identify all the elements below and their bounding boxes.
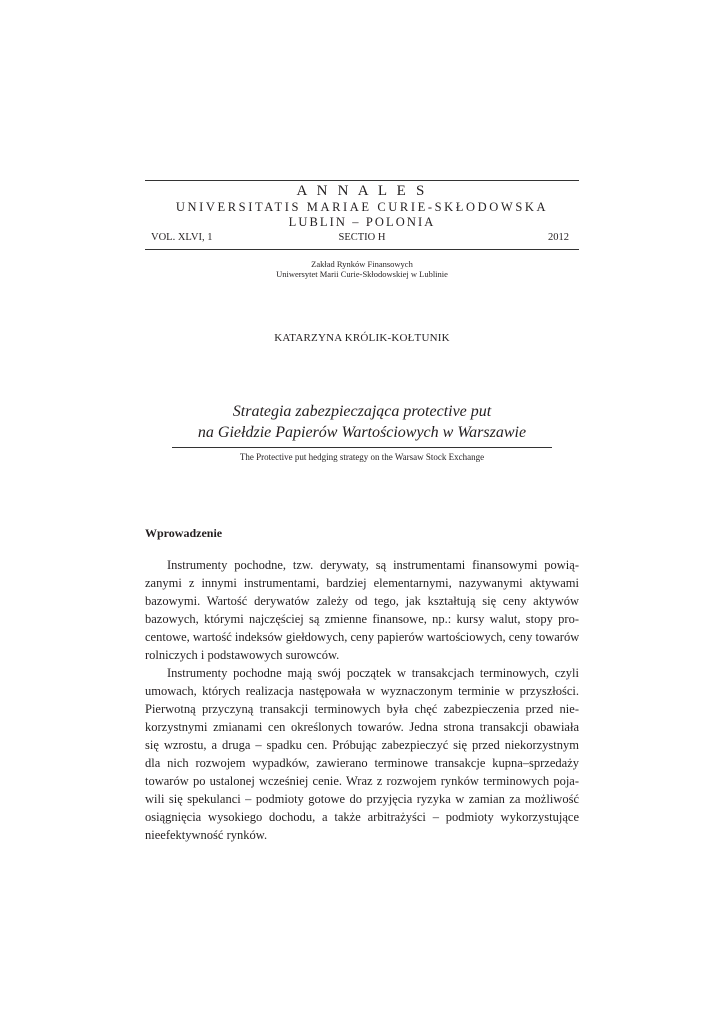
volume-label: VOL. XLVI, 1	[151, 232, 213, 243]
paragraph-line: umowach, których realizacja następowała w wyznaczonym terminie w przyszłości.	[145, 684, 579, 698]
paragraph-line: osiągnięcia wysokiego dochodu, a także arbitrażyści – podmioty wykorzystujące	[145, 810, 579, 824]
article-title-line-1: Strategia zabezpieczająca protective put	[232, 403, 492, 420]
body-text	[145, 556, 579, 844]
english-title: The Protective put hedging strategy on the Warsaw Stock Exchange	[239, 452, 485, 462]
header-bottom-rule	[145, 249, 579, 250]
paragraph-line: nieefektywność rynków.	[145, 828, 268, 842]
author-name: KATARZYNA KRÓLIK-KOŁTUNIK	[274, 332, 450, 344]
section-heading: Wprowadzenie	[145, 526, 223, 540]
section-label: SECTIO H	[338, 232, 386, 243]
paragraph-line: centowe, wartość indeksów giełdowych, ceny papierów wartościowych, ceny towarów	[145, 630, 579, 644]
city-name: LUBLIN – POLONIA	[288, 215, 436, 229]
paragraph-line: zanymi z innymi instrumentami, bardziej elementarnymi, nazywanymi aktywami	[145, 576, 579, 590]
journal-name: A N N A L E S	[296, 183, 428, 199]
paragraph-line: wili się spekulanci – podmioty gotowe do przyjęcia ryzyka w zamian za możliwość	[145, 792, 579, 806]
year-label: 2012	[548, 232, 569, 243]
university-name: UNIVERSITATIS MARIAE CURIE-SKŁODOWSKA	[175, 200, 549, 214]
paragraph-line: bazowych, którymi najczęściej są zmienne finansowe, np.: kursy walut, stopy pro-	[145, 612, 579, 626]
paragraph-line: Pierwotną przyczyną transakcji terminowych była chęć zabezpieczenia przed nie-	[145, 702, 579, 716]
header-top-rule	[145, 180, 579, 181]
paragraph-line: bazowymi. Wartość derywatów zależy od tego, jak kształtują się ceny aktywów	[145, 594, 579, 608]
paragraph-line: dla nich rozwojem wypadków, zawierano terminowe transakcje kupna–sprzedaży	[145, 756, 579, 770]
paragraph-line: towarów po ustalonej wcześniej cenie. Wraz z rozwojem rynków terminowych poja-	[145, 774, 579, 788]
paragraph-line: rolniczych i podstawowych surowców.	[145, 648, 340, 662]
paragraph-line: korzystnymi zmianami cen określonych towarów. Jedna strona transakcji obawiała	[145, 720, 579, 734]
paragraph-line: Instrumenty pochodne, tzw. derywaty, są instrumentami finansowymi powią-	[167, 558, 579, 572]
title-rule	[172, 447, 552, 448]
affiliation-department: Zakład Rynków Finansowych	[311, 259, 413, 269]
paragraph-line: się wzrostu, a druga – spadku cen. Próbując zabezpieczyć się przed niekorzystnym	[145, 738, 579, 752]
affiliation-university: Uniwersytet Marii Curie-Skłodowskiej w Lublinie	[276, 269, 448, 279]
article-title-line-2: na Giełdzie Papierów Wartościowych w Warszawie	[197, 424, 527, 441]
paragraph-line: Instrumenty pochodne mają swój początek w transakcjach terminowych, czyli	[167, 666, 579, 680]
